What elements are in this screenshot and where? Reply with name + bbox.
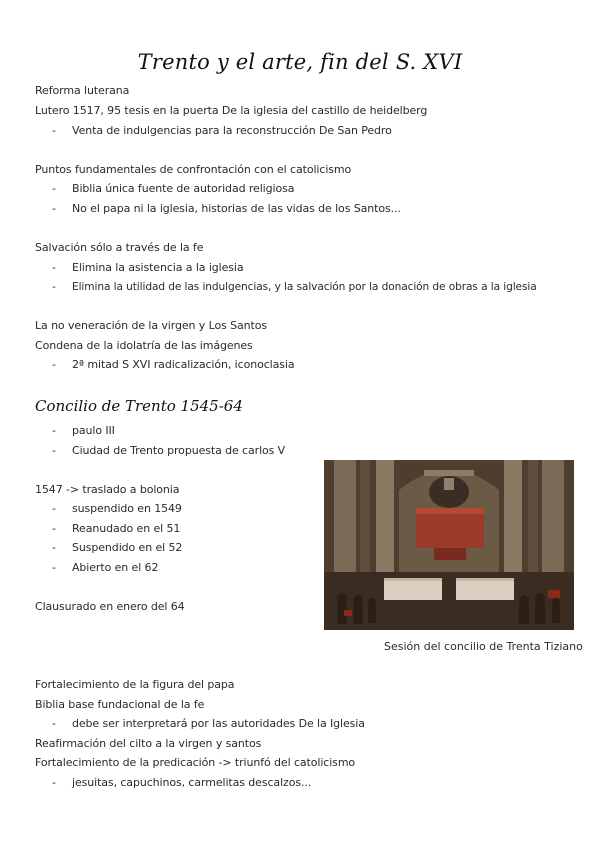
- painting-image: [324, 460, 574, 630]
- bullet-item: [52, 541, 183, 555]
- bullet-dash: -: [52, 281, 56, 293]
- bullet-text: Reanudado en el 51: [72, 522, 181, 535]
- painting-caption: Sesión del concilio de Trenta Tiziano: [384, 640, 583, 653]
- bullet-text: paulo III: [72, 424, 115, 437]
- section-heading: Concilio de Trento 1545-64: [35, 397, 243, 415]
- bullet-dash: -: [52, 541, 56, 554]
- bullet-text: jesuitas, capuchinos, carmelitas descalzos...: [72, 776, 312, 789]
- bullet-text: 2ª mitad S XVI radicalización, iconoclasia: [72, 358, 295, 371]
- bullet-dash: -: [52, 261, 56, 274]
- bullet-item: [52, 444, 286, 458]
- page-title: Trento y el arte, fin del S. XVI: [137, 50, 463, 74]
- bullet-dash: -: [52, 358, 56, 371]
- bullet-dash: -: [52, 776, 56, 789]
- painting-illustration: [324, 460, 574, 630]
- text-line: La no veneración de la virgen y Los Santos: [35, 319, 267, 332]
- bullet-dash: -: [52, 444, 56, 457]
- bullet-text: Suspendido en el 52: [72, 541, 183, 554]
- bullet-dash: -: [52, 522, 56, 535]
- bullet-text: debe ser interpretará por las autoridades De la Iglesia: [72, 717, 365, 730]
- text-line: Salvación sólo a través de la fe: [35, 241, 204, 254]
- text-line: Fortalecimiento de la figura del papa: [35, 678, 235, 691]
- bullet-item: [52, 502, 182, 516]
- bullet-text: Elimina la asistencia a la iglesia: [72, 261, 244, 274]
- text-line: Lutero 1517, 95 tesis en la puerta De la iglesia del castillo de heidelberg: [35, 104, 428, 117]
- bullet-text: suspendido en 1549: [72, 502, 182, 515]
- bullet-item: [52, 561, 159, 575]
- bullet-item: [52, 202, 401, 216]
- text-line: Biblia base fundacional de la fe: [35, 698, 205, 711]
- bullet-item: [52, 358, 295, 372]
- text-line: Fortalecimiento de la predicación -> triunfó del catolicismo: [35, 756, 356, 769]
- text-line: Reforma luterana: [35, 84, 130, 97]
- bullet-text: Ciudad de Trento propuesta de carlos V: [72, 444, 286, 457]
- bullet-text: Elimina la utilidad de las indulgencias, y la salvación por la donación de obras a la iglesia: [72, 281, 537, 293]
- bullet-dash: -: [52, 424, 56, 437]
- bullet-item: [52, 776, 312, 790]
- text-line: Reafirmación del cilto a la virgen y santos: [35, 737, 262, 750]
- bullet-dash: -: [52, 561, 56, 574]
- bullet-dash: -: [52, 202, 56, 215]
- bullet-item: [52, 522, 181, 536]
- bullet-dash: -: [52, 124, 56, 137]
- bullet-dash: -: [52, 502, 56, 515]
- bullet-text: Biblia única fuente de autoridad religiosa: [72, 182, 295, 195]
- bullet-dash: -: [52, 182, 56, 195]
- bullet-text: No el papa ni la iglesia, historias de las vidas de los Santos...: [72, 202, 401, 215]
- text-line: Clausurado en enero del 64: [35, 600, 185, 613]
- bullet-dash: -: [52, 717, 56, 730]
- bullet-item: [52, 280, 537, 294]
- bullet-item: [52, 182, 295, 196]
- bullet-item: [52, 261, 244, 275]
- bullet-text: Abierto en el 62: [72, 561, 159, 574]
- text-line: 1547 -> traslado a bolonia: [35, 483, 180, 496]
- bullet-item: [52, 717, 365, 731]
- bullet-item: [52, 424, 115, 438]
- text-line: Puntos fundamentales de confrontación con el catolicismo: [35, 163, 352, 176]
- bullet-item: [52, 124, 392, 138]
- text-line: Condena de la idolatría de las imágenes: [35, 339, 253, 352]
- bullet-text: Venta de indulgencias para la reconstrucción De San Pedro: [72, 124, 392, 137]
